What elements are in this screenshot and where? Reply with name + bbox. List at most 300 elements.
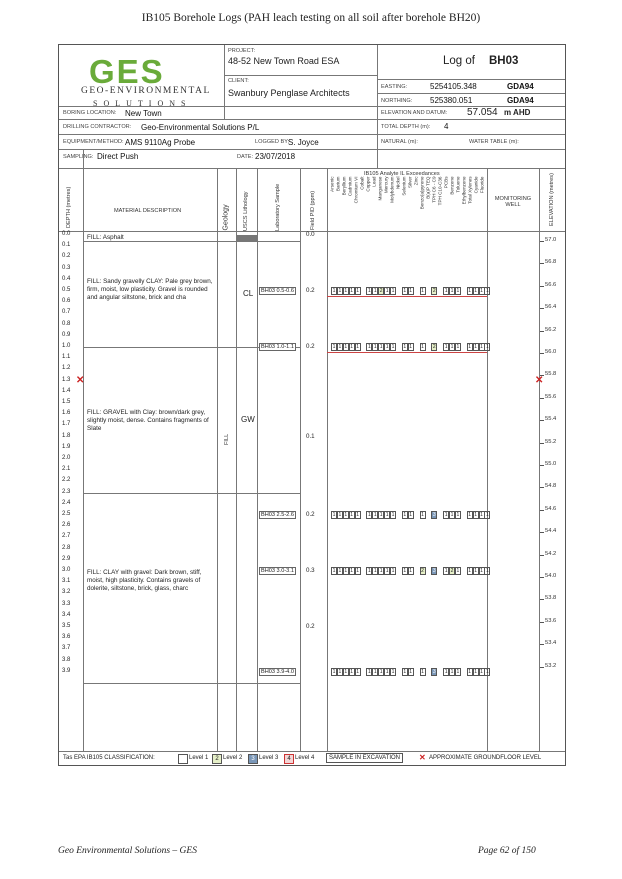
depth-tick: 1.1 xyxy=(62,354,71,361)
analyte-name: B(a)P TEQ xyxy=(425,176,431,199)
exceedance-cell: 1 xyxy=(480,568,483,574)
exceedance-cell: 1 xyxy=(444,568,448,574)
exceedance-cell: 1 xyxy=(332,568,336,574)
exceedance-cell: 1 xyxy=(385,344,389,350)
exceedance-cell: 1 xyxy=(403,668,407,675)
depth-tick: 1.3 xyxy=(62,376,71,383)
exceedance-cell: 1 xyxy=(421,288,424,294)
analyte-name: TPH C10-C36 xyxy=(437,176,443,206)
depth-tick: 2.7 xyxy=(62,533,71,540)
exceedance-cell: 1 xyxy=(409,344,413,350)
elevation-tick-mark xyxy=(540,532,544,533)
depth-tick: 3.4 xyxy=(62,611,71,618)
exceedance-cell: 1 xyxy=(468,512,472,518)
exceedance-cell: 1 xyxy=(338,512,342,518)
depth-tick: 2.1 xyxy=(62,466,71,473)
exceedance-cell: 1 xyxy=(421,344,424,350)
elevation-tick: 54.6 xyxy=(545,505,557,512)
groundfloor-marker-left-icon: ✕ xyxy=(76,374,85,386)
legend-groundfloor: APPROXIMATE GROUNDFLOOR LEVEL xyxy=(429,755,542,761)
exceedance-cell: 1 xyxy=(373,288,377,294)
elevation-tick: 54.8 xyxy=(545,483,557,490)
equipment-value: AMS 9110Ag Probe xyxy=(125,138,196,147)
analyte-name: Cobalt xyxy=(359,176,365,190)
borehole-log-sheet xyxy=(58,44,566,766)
col-uscs: USCS Lithology xyxy=(243,191,249,231)
lithology-asphalt xyxy=(237,235,257,241)
analyte-name: Arsenic xyxy=(329,176,335,192)
sampling-label: SAMPLING: xyxy=(63,154,94,160)
col-elevation: ELEVATION (metres) xyxy=(549,173,555,226)
datum-2: GDA94 xyxy=(507,96,534,105)
exceedance-cell: 1 xyxy=(344,344,348,350)
exceedance-cell: 1 xyxy=(350,568,354,574)
exceedance-cell: 1 xyxy=(379,568,383,574)
exceedance-cell: 1 xyxy=(474,568,477,574)
exceedance-cell: 1 xyxy=(486,668,489,675)
depth-tick: 1.6 xyxy=(62,410,71,417)
col-analyte: IB105 Analyte IL Exceedances xyxy=(364,171,440,177)
elevation-tick-mark xyxy=(540,443,544,444)
exceedance-cell: 1 xyxy=(379,668,383,675)
analyte-name: Selenium xyxy=(401,176,407,196)
analyte-name: Cadmium xyxy=(347,176,353,197)
analyte-name: PCBs xyxy=(443,176,449,189)
depth-tick: 3.9 xyxy=(62,667,71,674)
ges-logo: GES xyxy=(89,53,165,90)
depth-tick: 0.5 xyxy=(62,287,71,293)
sample-row-line xyxy=(327,520,487,521)
legend-level2-swatch: 2 xyxy=(212,754,222,764)
total-depth-label: TOTAL DEPTH (m): xyxy=(381,124,431,130)
exceedance-cell: 1 xyxy=(344,568,348,574)
legend-sample: SAMPLE IN EXCAVATION xyxy=(326,753,403,763)
depth-tick: 0.0 xyxy=(62,231,71,237)
exceedance-cell: 3 xyxy=(432,668,436,675)
total-depth-value: 4 xyxy=(444,122,449,131)
sampling-value: Direct Push xyxy=(97,152,139,161)
easting-value: 5254105.348 xyxy=(430,82,477,91)
elevation-tick-mark xyxy=(540,555,544,556)
field-pid: 0.1 xyxy=(306,432,315,440)
elevation-tick: 56.2 xyxy=(545,326,557,333)
exceedance-cell: 1 xyxy=(450,668,454,675)
logo-line-2: SOLUTIONS xyxy=(93,99,192,108)
exceedance-cell: 1 xyxy=(421,512,424,518)
legend-x-icon: ✕ xyxy=(419,753,426,762)
analyte-name: Toluene xyxy=(455,176,461,193)
exceedance-cell: 1 xyxy=(332,512,336,518)
exceedance-cell: 1 xyxy=(350,288,354,294)
exceedance-cell: 2 xyxy=(432,344,436,350)
client-value: Swanbury Penglase Architects xyxy=(228,88,350,98)
analyte-name: Silver xyxy=(407,176,413,188)
logged-label: LOGGED BY: xyxy=(255,139,290,145)
elevation-tick-mark xyxy=(540,398,544,399)
exceedance-cell: 1 xyxy=(385,288,389,294)
exceedance-cell: 1 xyxy=(356,668,359,675)
exceedance-cell: 1 xyxy=(486,344,489,350)
elevation-tick: 57.0 xyxy=(545,237,557,244)
analyte-name: Manganese xyxy=(377,176,383,201)
depth-tick: 0.1 xyxy=(62,242,71,249)
depth-tick: 1.5 xyxy=(62,399,71,405)
exceedance-cell: 1 xyxy=(344,512,348,518)
groundfloor-marker-right-icon: ✕ xyxy=(535,374,544,386)
depth-tick: 3.1 xyxy=(62,578,71,585)
elevation-tick-mark xyxy=(540,308,544,309)
elevation-tick-mark xyxy=(540,622,544,623)
depth-tick: 3.3 xyxy=(62,600,71,607)
exceedance-cell: 1 xyxy=(480,668,483,675)
client-label: CLIENT: xyxy=(228,78,249,84)
legend-title: Tas EPA IB105 CLASSIFICATION: xyxy=(63,755,155,761)
exceedance-cell: 1 xyxy=(391,568,395,574)
lab-sample: BH03 0.5-0.6 xyxy=(261,288,294,294)
exceedance-cell: 1 xyxy=(456,344,460,350)
exceedance-cell: 1 xyxy=(368,512,371,518)
project-label: PROJECT: xyxy=(228,48,256,54)
depth-tick: 0.8 xyxy=(62,320,71,327)
exceedance-cell: 1 xyxy=(450,288,454,294)
depth-tick: 0.9 xyxy=(62,331,71,338)
layer-description: FILL: Asphalt xyxy=(87,234,124,241)
field-pid: 0.2 xyxy=(306,623,315,630)
sample-row-line xyxy=(327,677,487,678)
exceedance-cell: 1 xyxy=(379,344,383,350)
field-pid: 0.2 xyxy=(306,343,315,350)
exceedance-cell: 1 xyxy=(450,344,454,350)
analyte-name: Benzene xyxy=(449,176,455,195)
contractor-value: Geo-Environmental Solutions P/L xyxy=(141,123,260,132)
exceedance-cell: 1 xyxy=(368,288,371,294)
elevation-tick: 53.2 xyxy=(545,662,557,669)
elevation-tick-mark xyxy=(540,599,544,600)
exceedance-cell: 1 xyxy=(391,288,395,294)
layer-boundary xyxy=(83,683,300,684)
exceedance-cell: 1 xyxy=(444,288,448,294)
depth-tick: 1.7 xyxy=(62,421,71,428)
sample-row-line xyxy=(327,296,487,297)
exceedance-cell: 1 xyxy=(350,512,354,518)
depth-tick: 1.9 xyxy=(62,443,71,450)
elevation-tick: 54.4 xyxy=(545,528,557,535)
depth-tick: 2.6 xyxy=(62,522,71,529)
depth-tick: 1.8 xyxy=(62,432,71,439)
analyte-name: Zinc xyxy=(413,176,419,186)
legend-level4: Level 4 xyxy=(295,755,315,761)
exceedance-cell: 1 xyxy=(480,288,483,294)
elevation-tick: 56.0 xyxy=(545,349,557,356)
depth-tick: 3.2 xyxy=(62,589,71,596)
elevation-tick-mark xyxy=(540,510,544,511)
depth-tick: 2.0 xyxy=(62,455,71,461)
depth-tick: 0.2 xyxy=(62,253,71,260)
depth-tick: 2.2 xyxy=(62,477,71,484)
exceedance-cell: 1 xyxy=(356,344,359,350)
analyte-name-headers xyxy=(329,176,487,231)
elevation-tick: 56.4 xyxy=(545,304,557,311)
project-value: 48-52 New Town Road ESA xyxy=(228,56,340,66)
elevation-tick: 56.6 xyxy=(545,281,557,288)
exceedance-cell: 1 xyxy=(409,512,413,518)
elevation-tick: 53.4 xyxy=(545,640,557,647)
elevation-tick-mark xyxy=(540,286,544,287)
legend-level3-swatch: 3 xyxy=(248,754,258,764)
uscs-code: GW xyxy=(241,414,255,424)
col-pid: Field PID (ppm) xyxy=(310,190,316,230)
layer-description: FILL: CLAY with gravel: Dark brown, stiff, moist, high plasticity. Contains gravels of dolerite, siltstone, brick, glass, charc xyxy=(87,568,202,592)
exceedance-cell: 1 xyxy=(450,512,454,518)
exceedance-cell: 1 xyxy=(373,344,377,350)
exceedance-cell: 1 xyxy=(456,288,460,294)
exceedance-cell: 3 xyxy=(432,512,436,518)
depth-tick: 1.4 xyxy=(62,387,71,394)
equipment-label: EQUIPMENT/METHOD: xyxy=(63,139,124,145)
field-pid: 0.0 xyxy=(306,231,315,238)
lab-sample: BH03 3.0-3.1 xyxy=(261,568,294,574)
elevation-tick-mark xyxy=(540,577,544,578)
exceedance-cell: 1 xyxy=(409,668,413,675)
col-depth: DEPTH (metres) xyxy=(66,186,72,228)
exceedance-cell: 1 xyxy=(385,568,389,574)
exceedance-cell: 1 xyxy=(379,512,383,518)
elevation-tick: 55.6 xyxy=(545,393,557,400)
exceedance-cell: 1 xyxy=(356,288,359,294)
exceedance-cell: 1 xyxy=(468,568,472,574)
exceedance-cell: 1 xyxy=(332,668,336,675)
elevation-tick-mark xyxy=(540,263,544,264)
exceedance-cell: 2 xyxy=(450,568,454,574)
date-value: 23/07/2018 xyxy=(255,152,296,161)
elevation-label: ELEVATION AND DATUM: xyxy=(381,110,448,116)
exceedance-cell: 1 xyxy=(444,344,448,350)
exceedance-cell: 1 xyxy=(480,344,483,350)
exceedance-cell: 1 xyxy=(456,668,460,675)
exceedance-cell: 1 xyxy=(444,512,448,518)
exceedance-cell: 1 xyxy=(391,344,395,350)
exceedance-cell: 1 xyxy=(456,512,460,518)
depth-tick: 3.8 xyxy=(62,656,71,663)
elevation-tick-mark xyxy=(540,241,544,242)
col-material: MATERIAL DESCRIPTION xyxy=(114,208,182,214)
exceedance-cell: 1 xyxy=(368,568,371,574)
depth-tick: 1.2 xyxy=(62,365,71,372)
field-pid: 0.2 xyxy=(306,511,315,518)
location-value: New Town xyxy=(125,109,162,118)
exceedance-cell: 1 xyxy=(480,512,483,518)
exceedance-cell: 1 xyxy=(474,344,477,350)
col-monitoring: MONITORING WELL xyxy=(494,196,532,208)
legend-level4-swatch: 4 xyxy=(284,754,294,764)
exceedance-cell: 1 xyxy=(486,568,489,574)
exceedance-cell: 1 xyxy=(338,344,342,350)
elevation-tick-mark xyxy=(540,465,544,466)
depth-tick: 1.0 xyxy=(62,343,71,349)
exceedance-cell: 1 xyxy=(344,668,348,675)
legend-level2: Level 2 xyxy=(223,755,243,761)
legend-level1-swatch xyxy=(178,754,188,764)
exceedance-cell: 3 xyxy=(432,568,436,574)
layer-description: FILL: Sandy gravelly CLAY: Pale grey brown, firm, moist, low plasticity. Gravel is rounded and angular siltstone, brick and cha xyxy=(87,277,213,301)
analyte-name: Benzo(a)pyrene xyxy=(419,176,425,210)
exceedance-cell: 1 xyxy=(344,288,348,294)
footer-right: Page 62 of 150 xyxy=(478,846,536,856)
exceedance-cell: 1 xyxy=(403,512,407,518)
exceedance-cell: 1 xyxy=(486,512,489,518)
exceedance-cell: 1 xyxy=(486,288,489,294)
exceedance-cell: 1 xyxy=(456,568,460,574)
depth-tick: 2.5 xyxy=(62,511,71,517)
exceedance-cell: 1 xyxy=(338,568,342,574)
analyte-name: Beryllium xyxy=(341,176,347,196)
lab-sample: BH03 1.0-1.1 xyxy=(261,344,294,350)
exceedance-cell: 1 xyxy=(444,668,448,675)
depth-tick: 2.4 xyxy=(62,499,71,506)
exceedance-cell: 1 xyxy=(385,512,389,518)
analyte-name: Fluoride xyxy=(479,176,485,194)
elevation-tick-mark xyxy=(540,487,544,488)
exceedance-cell: 2 xyxy=(379,288,383,294)
elevation-unit: m AHD xyxy=(504,108,531,117)
depth-tick: 3.6 xyxy=(62,634,71,641)
natural-label: NATURAL (m): xyxy=(381,139,418,145)
depth-tick: 0.3 xyxy=(62,264,71,271)
page-title: IB105 Borehole Logs (PAH leach testing on all soil after borehole BH20) xyxy=(141,12,481,24)
exceedance-cell: 1 xyxy=(338,288,342,294)
elevation-tick: 55.0 xyxy=(545,461,557,468)
exceedance-cell: 1 xyxy=(474,288,477,294)
exceedance-cell: 1 xyxy=(373,668,377,675)
exceedance-cell: 1 xyxy=(332,344,336,350)
exceedance-cell: 1 xyxy=(403,288,407,294)
depth-tick: 2.3 xyxy=(62,488,71,495)
exceedance-cell: 1 xyxy=(474,512,477,518)
exceedance-cell: 1 xyxy=(468,668,472,675)
elevation-tick-mark xyxy=(540,420,544,421)
elevation-tick-mark xyxy=(540,644,544,645)
sample-row-line xyxy=(327,352,487,353)
elevation-tick: 55.8 xyxy=(545,371,557,378)
depth-tick: 0.6 xyxy=(62,298,71,305)
water-table-label: WATER TABLE (m): xyxy=(469,139,519,145)
exceedance-cell: 1 xyxy=(421,668,424,675)
legend-level1: Level 1 xyxy=(189,755,209,761)
easting-label: EASTING: xyxy=(381,84,408,90)
layer-boundary xyxy=(83,493,300,494)
analyte-name: Lead xyxy=(371,176,377,187)
depth-tick: 2.9 xyxy=(62,555,71,562)
location-label: BORING LOCATION: xyxy=(63,110,117,116)
elevation-tick-mark xyxy=(540,667,544,668)
logo-line-1: GEO-ENVIRONMENTAL xyxy=(81,86,211,96)
exceedance-cell: 1 xyxy=(368,344,371,350)
exceedance-cell: 1 xyxy=(332,288,336,294)
analyte-name: Cyanide xyxy=(473,176,479,194)
analyte-name: Chromium VI xyxy=(353,176,359,204)
elevation-tick: 54.0 xyxy=(545,573,557,580)
exceedance-cell: 1 xyxy=(373,512,377,518)
col-lab: Laboratory Sample xyxy=(275,183,281,231)
exceedance-cell: 1 xyxy=(356,568,359,574)
date-label: DATE: xyxy=(237,154,254,160)
datum-1: GDA94 xyxy=(507,82,534,91)
footer-left: Geo Environmental Solutions – GES xyxy=(58,846,197,856)
exceedance-cell: 1 xyxy=(403,568,407,574)
field-pid: 0.3 xyxy=(306,567,315,574)
depth-tick: 3.7 xyxy=(62,645,71,652)
col-geology: Geology xyxy=(222,204,230,231)
exceedance-cell: 1 xyxy=(350,668,354,675)
northing-value: 525380.051 xyxy=(430,96,473,105)
exceedance-cell: 1 xyxy=(391,512,395,518)
legend-level3: Level 3 xyxy=(259,755,279,761)
analyte-name: TPH C6 - C9 xyxy=(431,176,437,203)
elevation-tick: 53.6 xyxy=(545,617,557,624)
exceedance-cell: 1 xyxy=(409,288,413,294)
analyte-name: Molybdenum xyxy=(389,176,395,203)
log-of-label: Log of xyxy=(443,55,475,67)
depth-tick: 2.8 xyxy=(62,544,71,551)
analyte-name: Total Xylenes xyxy=(467,176,473,204)
analyte-name: Copper xyxy=(365,176,371,192)
exceedance-cell: 1 xyxy=(385,668,389,675)
log-id: BH03 xyxy=(489,55,519,67)
exceedance-cell: 2 xyxy=(421,568,424,574)
elevation-value: 57.054 xyxy=(467,107,498,118)
elevation-tick: 53.8 xyxy=(545,595,557,602)
exceedance-cell: 1 xyxy=(350,344,354,350)
exceedance-cell: 1 xyxy=(409,568,413,574)
elevation-tick: 55.4 xyxy=(545,416,557,423)
elevation-tick-mark xyxy=(540,331,544,332)
depth-tick: 0.4 xyxy=(62,275,71,282)
exceedance-cell: 2 xyxy=(432,288,436,294)
analyte-name: Barium xyxy=(335,176,341,192)
exceedance-cell: 1 xyxy=(356,512,359,518)
elevation-tick: 56.8 xyxy=(545,259,557,266)
logged-value: S. Joyce xyxy=(288,138,319,147)
exceedance-cell: 1 xyxy=(368,668,371,675)
elevation-tick-mark xyxy=(540,353,544,354)
exceedance-cell: 1 xyxy=(403,344,407,350)
elevation-tick: 54.2 xyxy=(545,550,557,557)
contractor-label: DRILLING CONTRACTOR: xyxy=(63,124,132,130)
analyte-name: Mercury xyxy=(383,176,389,194)
log-body xyxy=(59,231,565,751)
exceedance-cell: 1 xyxy=(373,568,377,574)
uscs-code: CL xyxy=(243,288,254,298)
lab-sample: BH03 2.5-2.6 xyxy=(261,512,294,518)
elevation-tick: 55.2 xyxy=(545,438,557,445)
exceedance-cell: 1 xyxy=(338,668,342,675)
exceedance-cell: 1 xyxy=(468,288,472,294)
depth-tick: 0.7 xyxy=(62,309,71,316)
field-pid: 0.2 xyxy=(306,287,315,294)
analyte-name: Nickel xyxy=(395,176,401,190)
exceedance-cell: 1 xyxy=(468,344,472,350)
depth-tick: 3.0 xyxy=(62,567,71,573)
exceedance-cell: 1 xyxy=(474,668,477,675)
lab-sample: BH03 3.9-4.0 xyxy=(261,668,294,675)
exceedance-cell: 1 xyxy=(391,668,395,675)
layer-description: FILL: GRAVEL with Clay: brown/dark grey, slightly moist, dense. Contains fragments of Slate xyxy=(87,408,209,432)
depth-tick: 3.5 xyxy=(62,623,71,629)
analyte-name: Ethylbenzene xyxy=(461,176,467,205)
geology-fill: FILL xyxy=(224,433,230,445)
sample-row-line xyxy=(327,576,487,577)
northing-label: NORTHING: xyxy=(381,98,413,104)
